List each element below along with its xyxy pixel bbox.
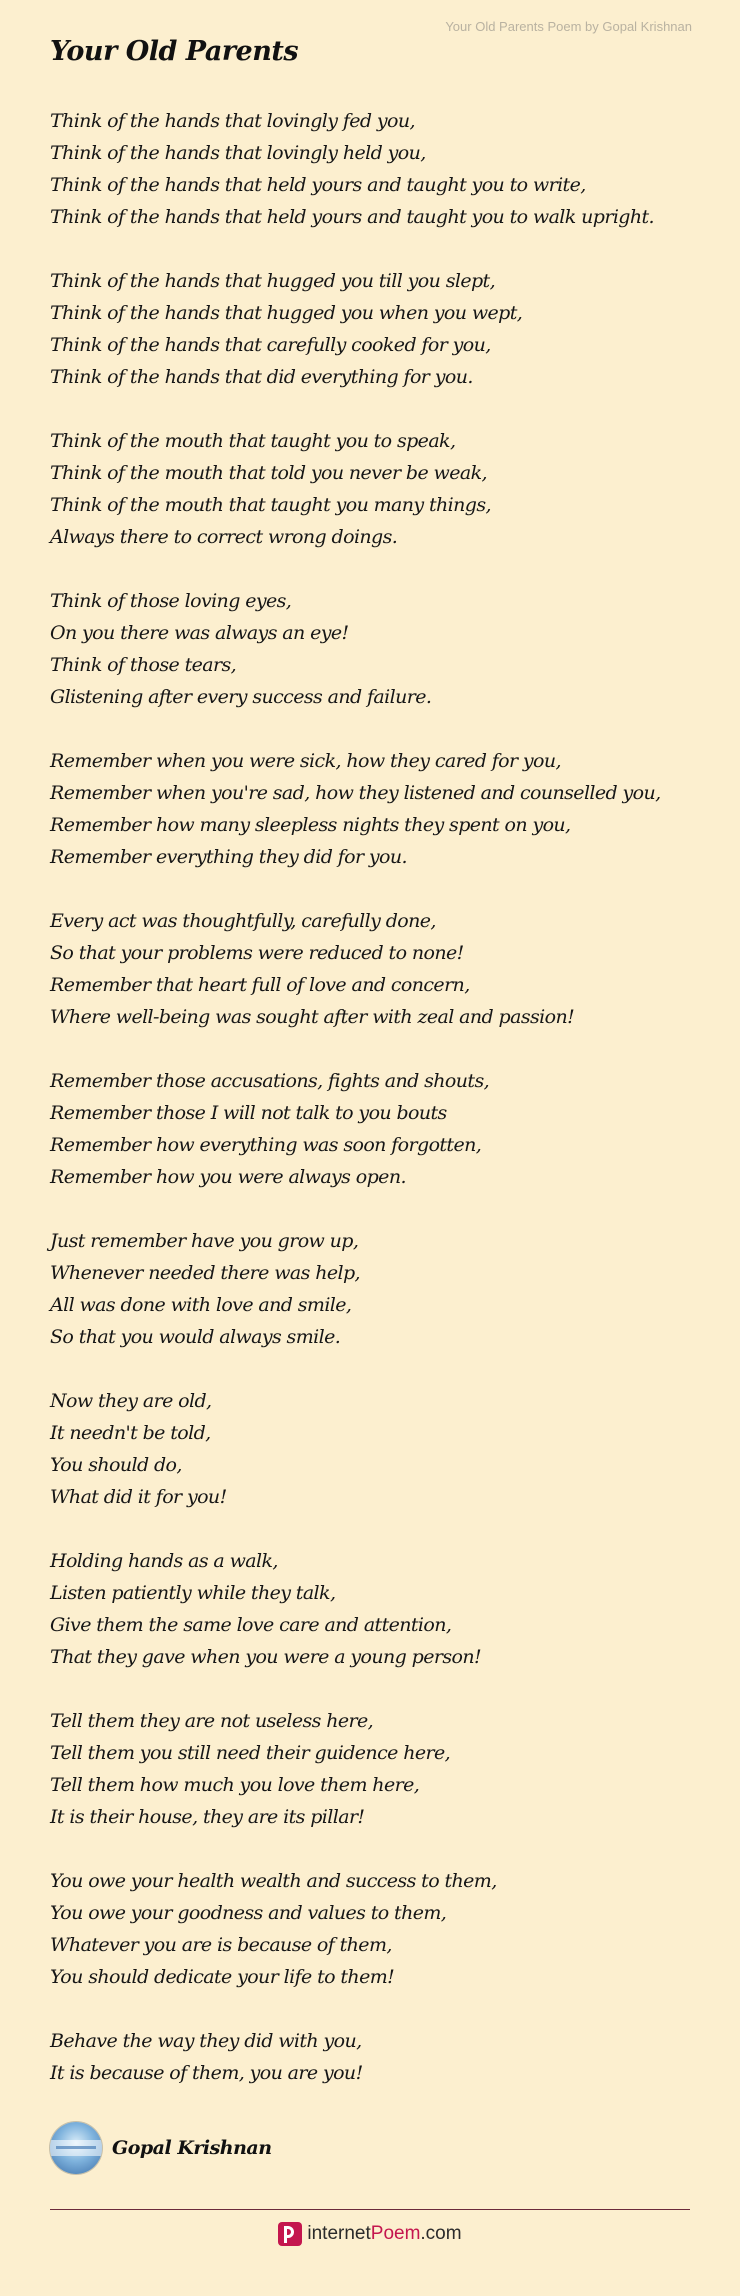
site-brand-text[interactable]: internetPoem.com: [307, 2223, 462, 2244]
poem-line: Whatever you are is because of them,: [50, 1934, 392, 1956]
poem-line: Think of the hands that did everything for you.: [50, 366, 473, 388]
poem-line: Remember when you're sad, how they listened and counselled you,: [50, 782, 661, 804]
poem-line: Remember how you were always open.: [50, 1166, 406, 1188]
author-block[interactable]: [50, 2122, 272, 2174]
poem-line: Think of those loving eyes,: [50, 590, 292, 612]
poem-line: Always there to correct wrong doings.: [50, 526, 398, 548]
poem-line: On you there was always an eye!: [50, 622, 349, 644]
poem-body: [50, 105, 700, 2121]
internetpoem-logo-icon: [278, 2222, 302, 2246]
poem-stanza: [50, 2025, 700, 2089]
poem-line: You should dedicate your life to them!: [50, 1966, 395, 1988]
footer-divider: [50, 2209, 690, 2210]
poem-line: Remember how everything was soon forgotten,: [50, 1134, 482, 1156]
poem-stanza: [50, 1865, 700, 1993]
poem-stanza: [50, 1225, 700, 1353]
poem-line: Remember those I will not talk to you bouts: [50, 1102, 447, 1124]
poem-line: What did it for you!: [50, 1486, 227, 1508]
site-brand[interactable]: [0, 2222, 740, 2246]
author-avatar[interactable]: [50, 2122, 102, 2174]
poem-line: Holding hands as a walk,: [50, 1550, 278, 1572]
poem-line: All was done with love and smile,: [50, 1294, 352, 1316]
poem-stanza: [50, 1705, 700, 1833]
poem-line: Think of the hands that carefully cooked for you,: [50, 334, 491, 356]
poem-line: You owe your goodness and values to them,: [50, 1902, 447, 1924]
poem-line: Listen patiently while they talk,: [50, 1582, 336, 1604]
poem-line: Think of the hands that held yours and taught you to walk upright.: [50, 206, 654, 228]
poem-line: Give them the same love care and attention,: [50, 1614, 452, 1636]
poem-line: Remember how many sleepless nights they spent on you,: [50, 814, 571, 836]
poem-line: You owe your health wealth and success to them,: [50, 1870, 497, 1892]
poem-line: Think of the hands that held yours and taught you to write,: [50, 174, 586, 196]
poem-stanza: [50, 585, 700, 713]
poem-line: Think of those tears,: [50, 654, 237, 676]
poem-stanza: [50, 1065, 700, 1193]
poem-line: Think of the hands that hugged you when you wept,: [50, 302, 523, 324]
poem-line: Think of the mouth that taught you many things,: [50, 494, 491, 516]
poem-stanza: [50, 105, 700, 233]
poem-line: Think of the hands that lovingly held you,: [50, 142, 426, 164]
poem-line: You should do,: [50, 1454, 182, 1476]
poem-line: It is because of them, you are you!: [50, 2062, 363, 2084]
poem-line: Think of the hands that lovingly fed you,: [50, 110, 415, 132]
poem-stanza: [50, 905, 700, 1033]
poem-line: Tell them you still need their guidence here,: [50, 1742, 451, 1764]
poem-line: Think of the hands that hugged you till you slept,: [50, 270, 496, 292]
poem-line: Remember when you were sick, how they cared for you,: [50, 750, 561, 772]
poem-line: It needn't be told,: [50, 1422, 211, 1444]
poem-line: Remember those accusations, fights and shouts,: [50, 1070, 490, 1092]
poem-line: Tell them they are not useless here,: [50, 1710, 374, 1732]
poem-line: Think of the mouth that told you never be weak,: [50, 462, 487, 484]
poem-line: That they gave when you were a young person!: [50, 1646, 482, 1668]
poem-stanza: [50, 1385, 700, 1513]
poem-stanza: [50, 265, 700, 393]
poem-line: Now they are old,: [50, 1390, 212, 1412]
poem-line: So that you would always smile.: [50, 1326, 341, 1348]
poem-line: Tell them how much you love them here,: [50, 1774, 420, 1796]
poem-line: Remember that heart full of love and concern,: [50, 974, 470, 996]
poem-line: Every act was thoughtfully, carefully done,: [50, 910, 436, 932]
poem-credit: Your Old Parents Poem by Gopal Krishnan: [445, 19, 692, 34]
poem-line: Remember everything they did for you.: [50, 846, 407, 868]
poem-stanza: [50, 425, 700, 553]
poem-line: Behave the way they did with you,: [50, 2030, 362, 2052]
poem-line: Think of the mouth that taught you to speak,: [50, 430, 456, 452]
poem-line: Where well-being was sought after with zeal and passion!: [50, 1006, 575, 1028]
author-name[interactable]: Gopal Krishnan: [112, 2137, 272, 2159]
poem-line: Just remember have you grow up,: [50, 1230, 359, 1252]
poem-title: Your Old Parents: [50, 36, 299, 67]
poem-line: It is their house, they are its pillar!: [50, 1806, 365, 1828]
poem-stanza: [50, 745, 700, 873]
poem-line: Glistening after every success and failure.: [50, 686, 432, 708]
poem-stanza: [50, 1545, 700, 1673]
poem-line: Whenever needed there was help,: [50, 1262, 360, 1284]
poem-line: So that your problems were reduced to none!: [50, 942, 464, 964]
